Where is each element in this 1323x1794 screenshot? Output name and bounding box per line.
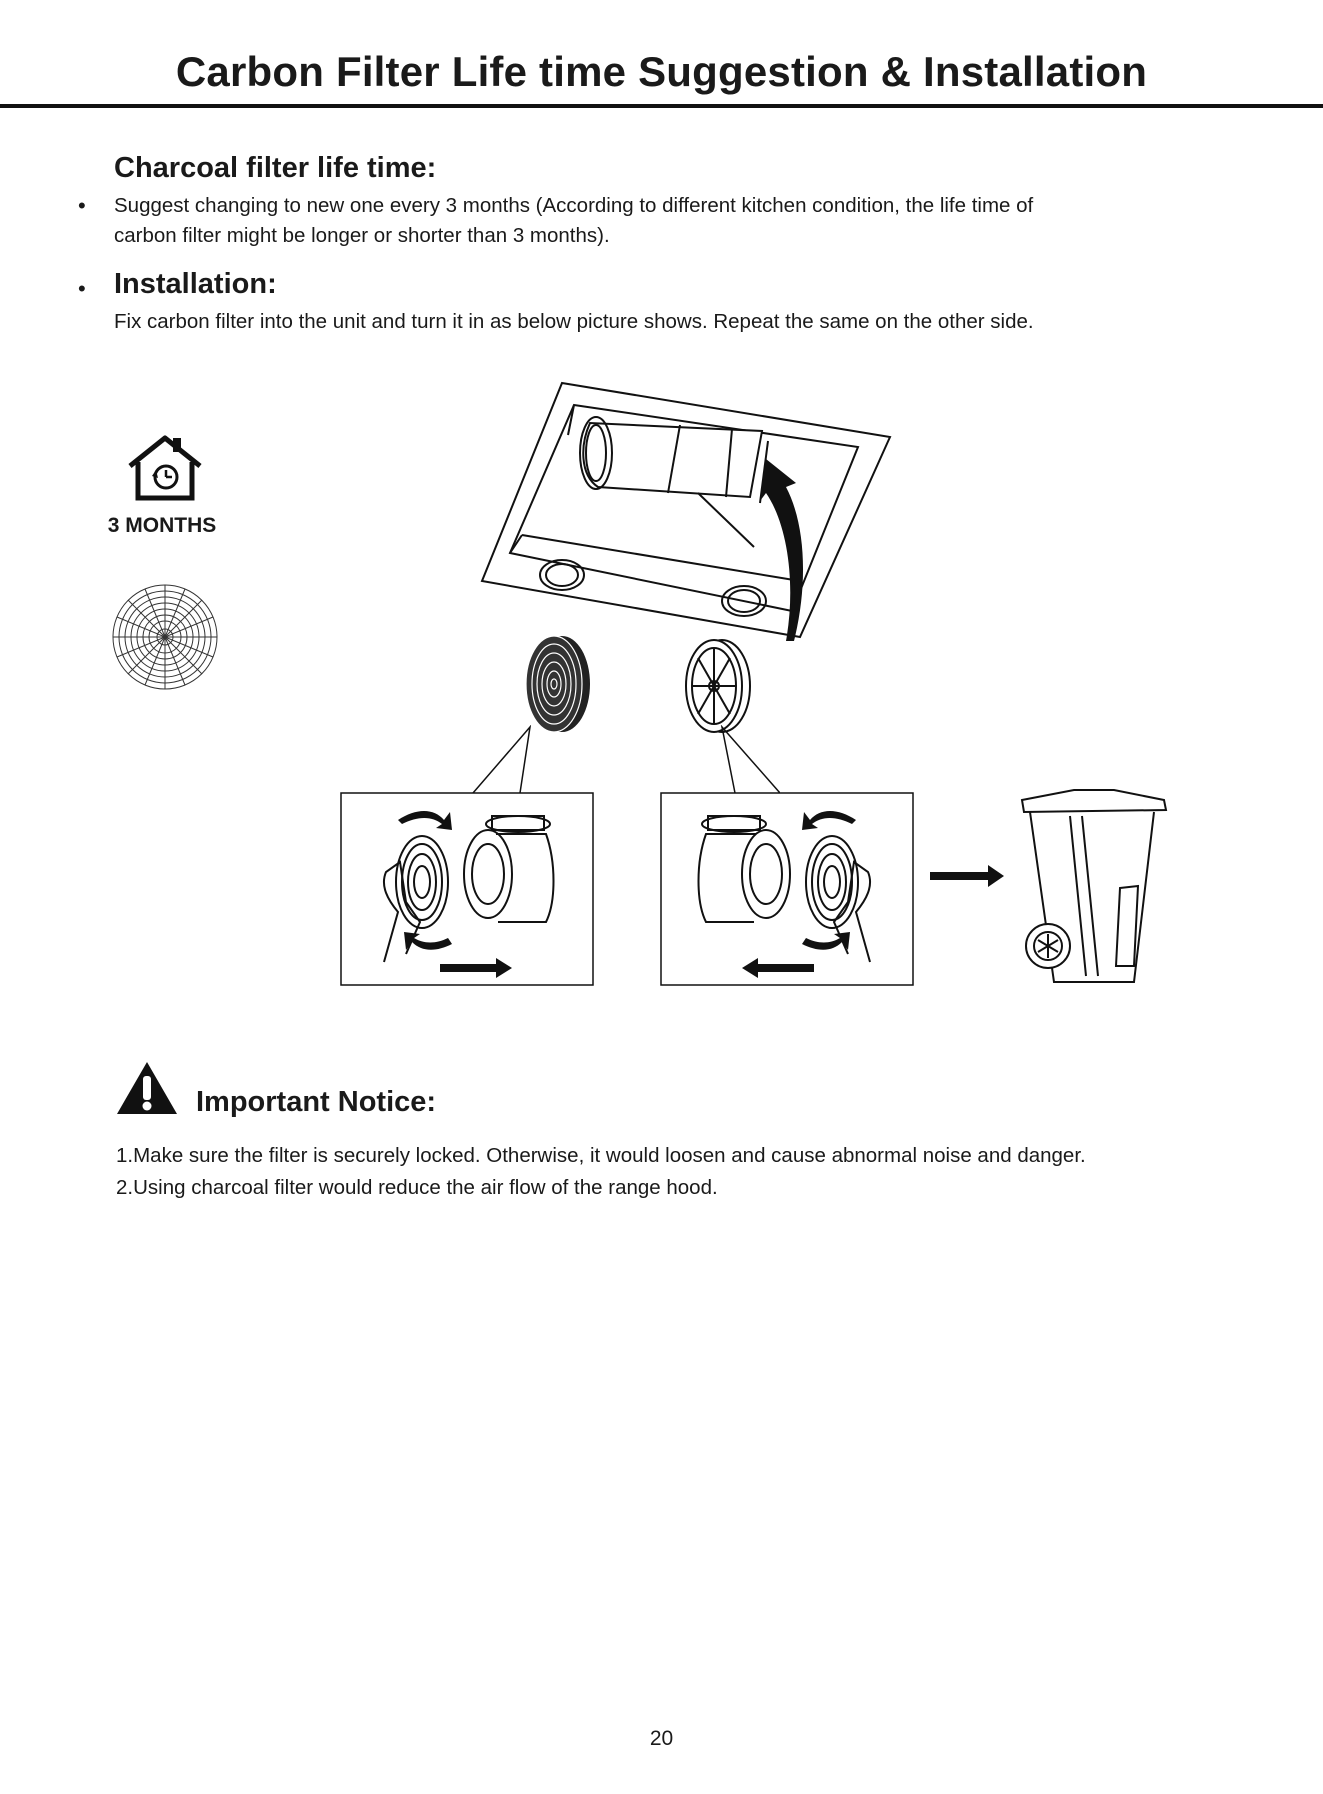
page-number: 20 <box>649 1727 674 1750</box>
title-divider <box>0 104 1323 108</box>
install-step-left <box>340 792 594 986</box>
trash-bin-icon <box>1014 786 1174 996</box>
lifetime-heading: Charcoal filter life time: <box>114 152 437 184</box>
page-title: Carbon Filter Life time Suggestion & Installation <box>175 48 1148 95</box>
notice-heading: Important Notice: <box>196 1086 437 1118</box>
warning-icon <box>116 1060 178 1116</box>
notice-item-1: 1.Make sure the filter is securely locked. Otherwise, it would loosen and cause abnormal noise and danger. <box>116 1144 1086 1167</box>
notice-item-2: 2.Using charcoal filter would reduce the air flow of the range hood. <box>116 1176 718 1199</box>
house-clock-icon <box>122 432 208 504</box>
filter-grill-icon <box>680 636 754 736</box>
lifetime-text-line1: Suggest changing to new one every 3 months (According to different kitchen condition, the life time of <box>114 194 1034 217</box>
right-arrow-icon <box>930 864 1006 888</box>
installation-bullet: • <box>78 276 86 301</box>
lifetime-text-line2: carbon filter might be longer or shorter than 3 months). <box>114 224 610 247</box>
months-label: 3 MONTHS <box>107 514 217 537</box>
lifetime-bullet: • <box>78 193 86 218</box>
carbon-filter-icon <box>518 632 594 736</box>
installation-text: Fix carbon filter into the unit and turn it in as below picture shows. Repeat the same on the other side. <box>114 310 1034 333</box>
range-hood-illustration <box>470 375 900 645</box>
charcoal-filter-icon <box>110 582 220 692</box>
install-step-right <box>660 792 914 986</box>
callout-lines <box>340 725 780 795</box>
installation-heading: Installation: <box>114 268 277 300</box>
